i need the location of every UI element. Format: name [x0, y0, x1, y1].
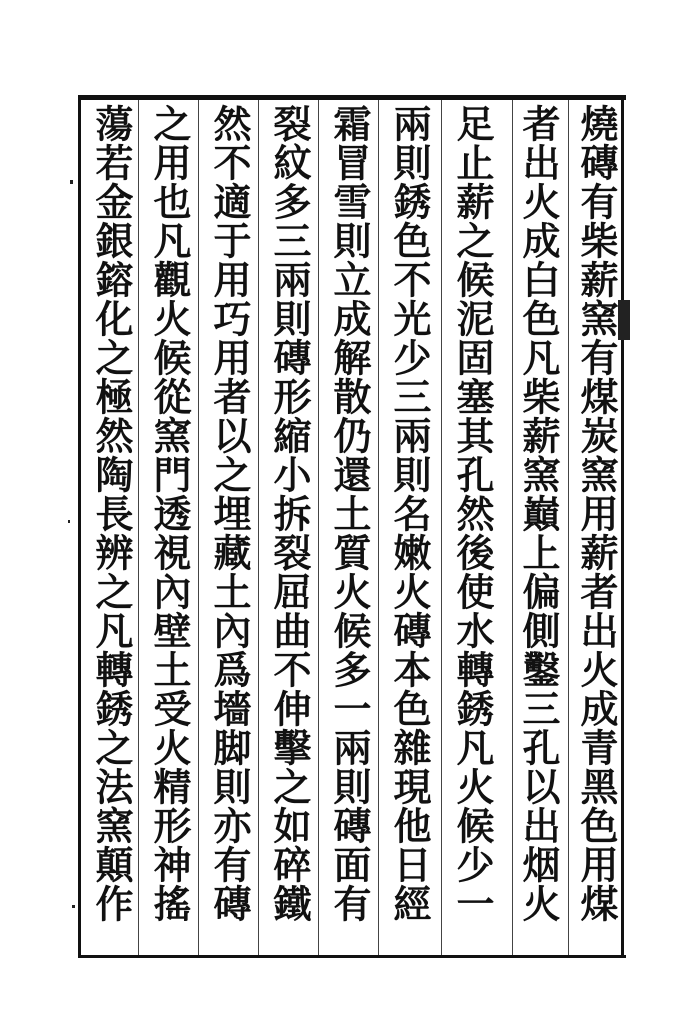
text-column-8: 之用也凡觀火候從窯門透視內壁土受火精形神搖: [147, 104, 192, 923]
column-divider: [258, 100, 259, 955]
text-column-4: 兩則銹色不光少三兩則名嫩火磚本色雜現他日經: [387, 104, 432, 923]
text-column-3: 足止薪之候泥固塞其孔然後使水轉銹凡火候少一: [450, 104, 495, 923]
column-divider: [138, 100, 139, 955]
text-column-5: 霜冒雪則立成解散仍還土質火候多一兩則磚面有: [327, 104, 372, 923]
column-divider: [568, 100, 569, 955]
left-border: [78, 95, 81, 958]
text-column-9: 蕩若金銀鎔化之極然陶長辨之凡轉銹之法窯顛作: [89, 104, 134, 923]
top-border: [78, 95, 626, 100]
ink-speck: [68, 520, 70, 523]
ink-speck: [70, 180, 73, 184]
column-divider: [318, 100, 319, 955]
column-divider: [198, 100, 199, 955]
ink-speck: [72, 905, 75, 908]
column-divider: [378, 100, 379, 955]
text-column-2: 者出火成白色凡柴薪窯巔上偏側鑿三孔以出烟火: [516, 104, 561, 923]
text-column-7: 然不適于用巧用者以之埋藏土內爲墻脚則亦有磚: [207, 104, 252, 923]
column-divider: [441, 100, 442, 955]
column-divider: [512, 100, 513, 955]
bottom-border: [78, 955, 626, 958]
text-column-6: 裂紋多三兩則磚形縮小拆裂屈曲不伸擊之如碎鐵: [267, 104, 312, 923]
text-column-1: 燒磚有柴薪窯有煤炭窯用薪者出火成青黑色用煤: [574, 104, 619, 923]
right-border: [621, 95, 624, 958]
